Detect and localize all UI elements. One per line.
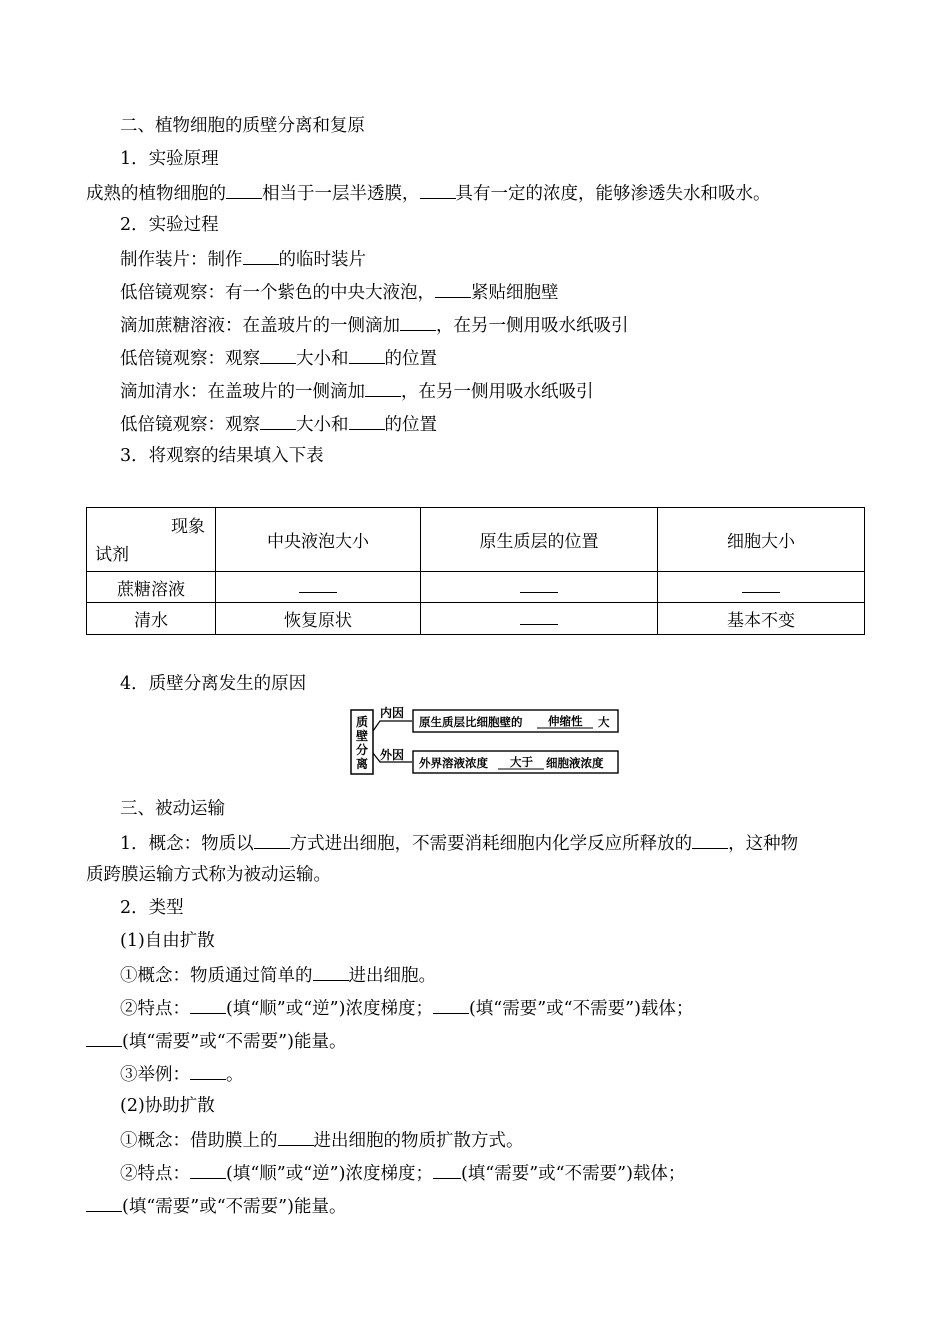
subsection-title: (1)自由扩散 bbox=[120, 931, 215, 951]
section-heading: 三、被动运输 bbox=[120, 799, 225, 819]
row-label: 蔗糖溶液 bbox=[87, 572, 216, 603]
fill-blank[interactable] bbox=[400, 312, 436, 331]
outer-cause-text: 外界溶液浓度 bbox=[419, 756, 488, 770]
subsection-title: 3．将观察的结果填入下表 bbox=[120, 446, 324, 466]
outer-cause-text: 细胞液浓度 bbox=[546, 756, 604, 770]
table-cell-blank[interactable] bbox=[421, 572, 658, 603]
fill-blank[interactable] bbox=[349, 345, 385, 364]
row-label: 清水 bbox=[87, 603, 216, 635]
paragraph: 成熟的植物细胞的 相当于一层半透膜， 具有一定的浓度，能够渗透失水和吸水。 bbox=[86, 180, 771, 206]
fill-blank[interactable] bbox=[86, 1028, 122, 1047]
paragraph: ③举例： 。 bbox=[120, 1061, 244, 1087]
paragraph: ②特点： (填“顺”或“逆”)浓度梯度； (填“需要”或“不需要”)载体； bbox=[120, 1160, 685, 1186]
root-char: 离 bbox=[355, 757, 369, 771]
section-heading: 二、植物细胞的质壁分离和复原 bbox=[120, 116, 365, 136]
column-header: 原生质层的位置 bbox=[421, 508, 658, 572]
paragraph: ①概念：借助膜上的 进出细胞的物质扩散方式。 bbox=[120, 1127, 524, 1153]
procedure-step: 滴加清水：在盖玻片的一侧滴加 ，在另一侧用吸水纸吸引 bbox=[120, 378, 594, 404]
table-cell: 基本不变 bbox=[658, 603, 865, 635]
inner-cause-text: 大 bbox=[598, 715, 610, 729]
procedure-step: 低倍镜观察：观察 大小和 的位置 bbox=[120, 345, 437, 371]
fill-blank[interactable] bbox=[692, 830, 728, 849]
observation-table bbox=[86, 507, 865, 635]
fill-blank[interactable] bbox=[254, 830, 290, 849]
fill-blank[interactable] bbox=[433, 1160, 461, 1179]
fill-blank[interactable] bbox=[190, 1160, 226, 1179]
plasmolysis-cause-diagram bbox=[350, 705, 622, 777]
subsection-title: 2．实验过程 bbox=[120, 215, 219, 235]
column-header: 中央液泡大小 bbox=[216, 508, 421, 572]
subsection-title: 2．类型 bbox=[120, 898, 184, 918]
paragraph: (填“需要”或“不需要”)能量。 bbox=[86, 1028, 346, 1054]
column-header: 细胞大小 bbox=[658, 508, 865, 572]
paragraph: 1．概念：物质以 方式进出细胞，不需要消耗细胞内化学反应所释放的 ，这种物 bbox=[120, 830, 798, 856]
fill-blank[interactable] bbox=[86, 1193, 122, 1212]
fill-blank[interactable] bbox=[313, 962, 349, 981]
inner-cause-text: 原生质层比细胞壁的 bbox=[419, 715, 523, 729]
procedure-step: 低倍镜观察：有一个紫色的中央大液泡， 紧贴细胞壁 bbox=[120, 279, 559, 305]
root-char: 壁 bbox=[355, 729, 369, 743]
table-cell-blank[interactable] bbox=[421, 603, 658, 635]
fill-blank[interactable] bbox=[260, 411, 296, 430]
paragraph: (填“需要”或“不需要”)能量。 bbox=[86, 1193, 346, 1219]
fill-blank[interactable] bbox=[226, 180, 262, 199]
fill-blank[interactable] bbox=[260, 345, 296, 364]
subsection-title: 1．实验原理 bbox=[120, 149, 219, 169]
fill-blank[interactable] bbox=[243, 246, 279, 265]
root-char: 质 bbox=[355, 715, 369, 729]
subsection-title: (2)协助扩散 bbox=[120, 1096, 215, 1116]
procedure-step: 制作装片：制作 的临时装片 bbox=[120, 246, 366, 272]
fill-blank[interactable] bbox=[190, 1061, 226, 1080]
corner-label-reagent: 试剂 bbox=[95, 545, 129, 565]
outer-cause-label: 外因 bbox=[380, 748, 405, 762]
corner-cell bbox=[87, 508, 216, 572]
fill-blank[interactable] bbox=[278, 1127, 314, 1146]
corner-label-phenomenon: 现象 bbox=[171, 517, 205, 537]
procedure-step: 低倍镜观察：观察 大小和 的位置 bbox=[120, 411, 437, 437]
inner-cause-label: 内因 bbox=[380, 706, 405, 720]
fill-blank[interactable] bbox=[190, 995, 226, 1014]
root-char: 分 bbox=[355, 743, 369, 757]
outer-cause-fill: 大于 bbox=[510, 755, 533, 769]
paragraph: 质跨膜运输方式称为被动运输。 bbox=[86, 865, 331, 885]
procedure-step: 滴加蔗糖溶液：在盖玻片的一侧滴加 ，在另一侧用吸水纸吸引 bbox=[120, 312, 629, 338]
inner-cause-fill: 伸缩性 bbox=[548, 714, 583, 728]
table-cell-blank[interactable] bbox=[658, 572, 865, 603]
fill-blank[interactable] bbox=[420, 180, 456, 199]
fill-blank[interactable] bbox=[349, 411, 385, 430]
paragraph: ①概念：物质通过简单的 进出细胞。 bbox=[120, 962, 436, 988]
fill-blank[interactable] bbox=[433, 995, 469, 1014]
table-cell-blank[interactable] bbox=[216, 572, 421, 603]
table-cell: 恢复原状 bbox=[216, 603, 421, 635]
paragraph: ②特点： (填“顺”或“逆”)浓度梯度； (填“需要”或“不需要”)载体； bbox=[120, 995, 693, 1021]
connector-line bbox=[373, 721, 412, 731]
subsection-title: 4．质壁分离发生的原因 bbox=[120, 674, 307, 694]
fill-blank[interactable] bbox=[435, 279, 471, 298]
fill-blank[interactable] bbox=[365, 378, 401, 397]
